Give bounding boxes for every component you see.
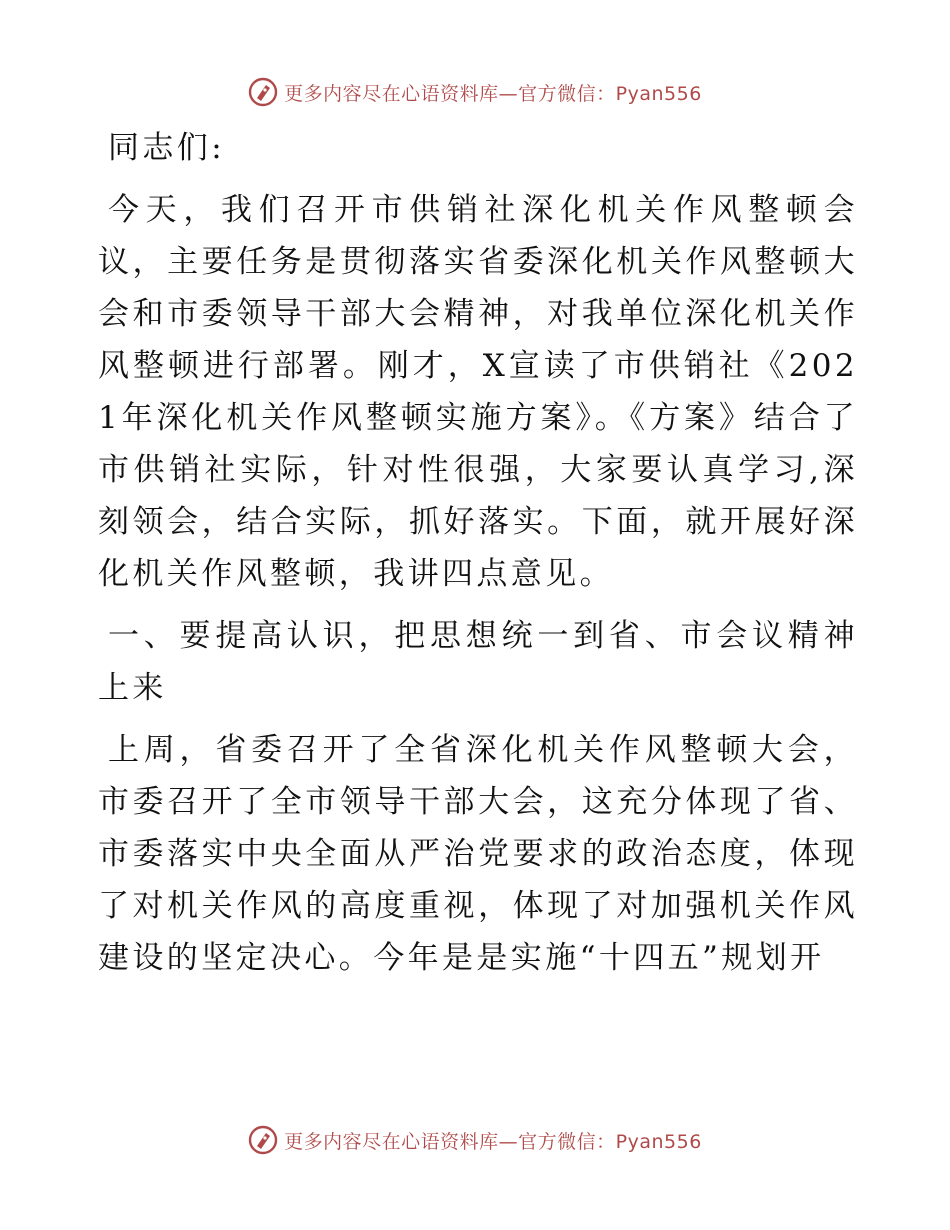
watermark-text: 更多内容尽在心语资料库—官方微信：Pyan556 — [284, 82, 702, 105]
paragraph: 今天，我们召开市供销社深化机关作风整顿会议，主要任务是贯彻落实省委深化机关作风整顿大会和市委领导干部大会精神，对我单位深化机关作风整顿进行部署。刚才，X宣读了市供销社《2021年深化机关作风整顿实施方案》。《方案》结合了市供销社实际，针对性很强，大家要认真学习,深刻领会，结合实际，抓好落实。下面，就开展好深化机关作风整顿，我讲四点意见。 — [98, 192, 858, 592]
document-body — [98, 122, 858, 984]
paragraph: 上周，省委召开了全省深化机关作风整顿大会，市委召开了全市领导干部大会，这充分体现了省、市委落实中央全面从严治党要求的政治态度，体现了对机关作风的高度重视，体现了对加强机关作风建设的坚定决心。今年是是实施“十四五”规划开 — [98, 732, 858, 976]
section-heading: 一、要提高认识，把思想统一到省、市会议精神上来 — [98, 618, 858, 706]
pen-nib-logo-icon — [248, 77, 278, 107]
watermark-text: 更多内容尽在心语资料库—官方微信：Pyan556 — [284, 1130, 702, 1153]
salutation: 同志们: — [108, 130, 226, 166]
watermark-banner-bottom — [0, 1120, 950, 1160]
watermark-banner-top — [0, 72, 950, 112]
pen-nib-logo-icon — [248, 1125, 278, 1155]
